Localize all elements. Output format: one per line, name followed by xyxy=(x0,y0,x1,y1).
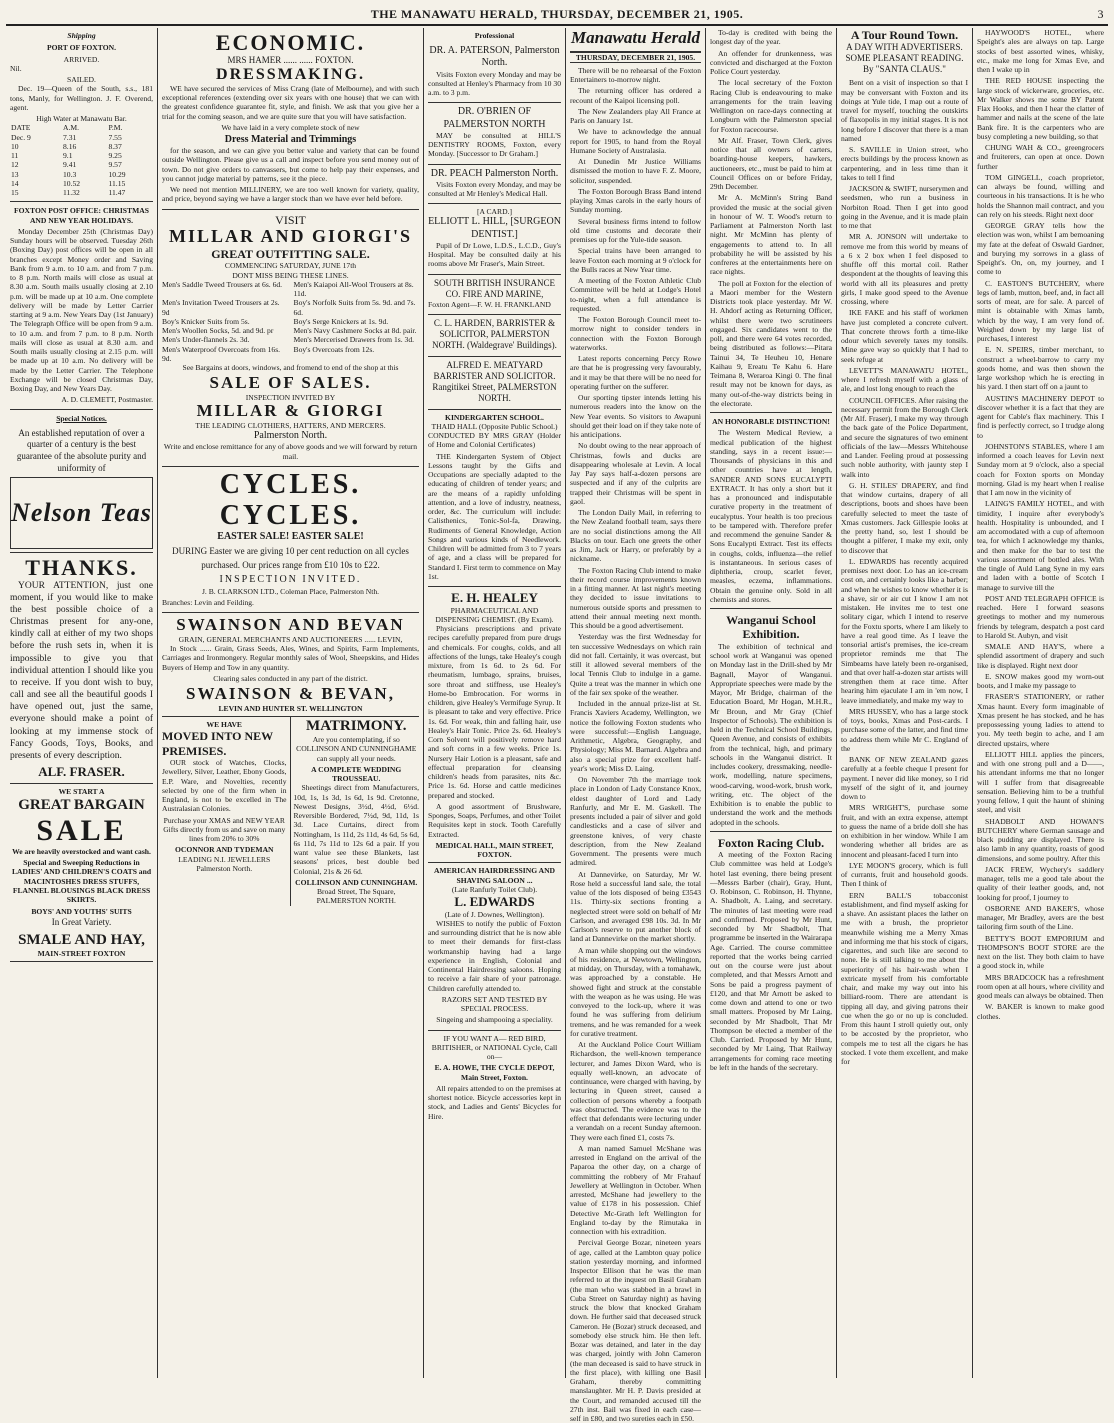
column-5 xyxy=(706,28,837,1378)
sale-lines xyxy=(162,280,419,363)
easter-sale-line: EASTER SALE! EASTER SALE! xyxy=(217,531,364,543)
table-cell: 13 xyxy=(11,169,19,179)
jeweller-sub: LEADING N.I. JEWELLERS xyxy=(178,854,271,864)
tour-paragraph: G. H. STILES' DRAPERY, and find that window curtains, drapery of all descriptions, boots and shoes have been carefully selected to meet the taste of Xmas customers. Jack Gillespie looks at the pretty hand, so, lest I should be thought a pilferer, I make my exit, only to discover that xyxy=(841,480,968,555)
razors-line: RAZORS SET AND TESTED BY SPECIAL PROCESS. xyxy=(441,994,548,1014)
post-office-heading: FOXTON POST OFFICE: CHRISTMAS AND NEW YEAR HOLIDAYS. xyxy=(14,206,149,225)
news-paragraph: Mr A. McMinn's String Band provided the music at the social given in honour of W. T. Wood's return to Parliament at Palmerston North last night. Mr McMinn has plenty of engagements to attend to. In all probability he will be assisted by his confreres at the entertainments here on race nights. xyxy=(710,193,832,277)
table-row xyxy=(10,170,153,179)
harden-text: C. L. HARDEN, BARRISTER & SOLICITOR, PALMERSTON NORTH. (Waldegrave' Buildings). xyxy=(432,317,557,350)
issue-date: THURSDAY, DECEMBER 21, 1905. xyxy=(570,53,701,63)
smale-hay-heading: SMALE AND HAY, xyxy=(18,931,145,948)
elliott-name: ELLIOTT L. HILL, [SURGEON DENTIST.] xyxy=(428,216,561,240)
racing-club-text: A meeting of the Foxton Racing Club committee was held at Lodge's hotel last evening, there being present—Messrs Barber (chair), Gray, Hunt, O. Robinson, C. Robinson, H. Thynne, A. Shadbolt, A. Laing, and secretary. The minutes of last meeting were read and confirmed. Proposed by Mr Hunt, seconded by Mr Shadbolt, That programme be inserted in the Wairarapa Age. Carried. The course committee reported that the works being carried out on the course were just about completed, and that Messrs Arnott and Sons be paid a progress payment of £120, and that Mr Arnott be asked to come down and attend to one or two small matters. Proposed by Mr Laing, seconded by Mr Shadbolt, That Mr Thompson be elected a member of the Club. Carried. Proposed by Mr Hunt, seconded by Mr Laing, That Railway arrangements for coming race meeting be left in the hands of the secretary. xyxy=(710,850,832,1072)
tour-paragraph: L. EDWARDS has recently acquired premises next door. Lo has an ice-cream cost on, and certainly looks like a barber; and when he wishes to know whether it is a shave, sir or air cut I know I am not mistaken. He invites me to test one solitary cigar, which I intend to reserve for the Foxtu sports, where I am likely to have a real good time. As I leave the tonsorial artist's premises, the ice-cream proprietor reminds me that The Simbeams have lately been re-organised, and that over half-a-dozen star artists will strengthen them at race time. After hearing him ejaculate I am in 'em now, I leave immediately, and make my way to xyxy=(841,556,968,705)
list-item: Boy's Knicker Suits from 5s. xyxy=(162,316,250,326)
clarkson-line: J. B. CLARKSON LTD., Coleman Place, Palmerston Nth. xyxy=(201,586,380,596)
list-item: Men's Waterproof Overcoats from 16s. 9d. xyxy=(162,344,281,363)
kindergarten-heading: KINDERGARTEN SCHOOL. xyxy=(445,412,544,422)
paterson-name: DR. A. PATERSON, Palmerston North. xyxy=(429,45,560,69)
bargain-sale-ad xyxy=(10,784,153,962)
news-paragraph: We have to acknowledge the annual report for 1905, to hand from the Royal Humane Society of Australasia. xyxy=(570,127,701,155)
millar-giorgi-heading: MILLAR AND GIORGI'S xyxy=(168,226,413,247)
tide-table xyxy=(10,123,153,197)
tour-paragraph: JACKSON & SWIFT, nurserymen and seedsmen, who run a business in Norbiton Road. Then I get into good going in the Avenue, and it is made plain to me that xyxy=(841,184,968,231)
table-header: P.M. xyxy=(108,123,123,133)
news-paragraph: At Dannevirke, on Saturday, Mr W. Rose held a successful land sale, the total value of the lots disposed of being £3543 11s. Thirty-six sections fronting a neglected street were sold on behalf of Mr Carlson, and averaged £98 10s. 3d. In Mr Carlson's reserve to put another block of land at Dannevirke on the market shortly. xyxy=(570,869,701,944)
thanks-heading: THANKS. xyxy=(25,554,138,580)
cycles-heading: CYCLES. CYCLES. xyxy=(219,468,362,531)
list-item: Men's Kaiapoi All-Wool Trousers at 8s. 11d. xyxy=(293,279,414,299)
news-paragraph: The returning officer has ordered a recount of the Kaipoi licensing poll. xyxy=(570,86,701,105)
tour-paragraph: POST AND TELEGRAPH OFFICE is reached. Here I forward seasons greetings to mother and my numerous friends by telegram, despatch a post card to Harold St. Aubyn, and visit xyxy=(977,593,1104,640)
news-paragraph: Our sporting tipster intends letting his numerous readers into the know on the New Year events. So visitors to Awapuni should get their load on if they take note of his anticipations. xyxy=(570,393,701,440)
paterson-text: Visits Foxton every Monday and may be consulted at Henley's Pharmacy from 10 30 a.m. to 3 p.m. xyxy=(428,69,561,98)
card-label: [A CARD.] xyxy=(476,207,513,217)
thanks-text: YOUR ATTENTION, just one moment, if you would like to make the best possible choice of a Christmas present for any-one, kindly call at either of my two shops before the rush sets in, when it is impossible to give you that individual attention I should like you to receive. If you dont wish to buy, call and see all the beautiful goods I have opened out, just the same, everyone should make a point of looking at my immense stock of Fancy Goods, Toys, Books, and presents of every description. xyxy=(10,580,153,761)
tour-sub-2: SOME PLEASANT READING. xyxy=(845,53,964,64)
columns xyxy=(6,28,1108,1423)
news-paragraph: The Foxton Borough Council meet to-morrow night to consider tenders in connection with the Foxton Borough waterworks. xyxy=(570,315,701,352)
millar-giorgi-ad xyxy=(162,210,419,467)
nelson-teas-ad xyxy=(10,425,153,553)
dressmaking-heading: DRESSMAKING. xyxy=(216,66,365,84)
tour-paragraph: IKE FAKE and his staff of workmen have just completed a concrete culvert. That concrete throws forth a time-like odour which severely taxes my tonsils. Mine gave way so quickly that I had to seek refuge at xyxy=(841,308,968,364)
elliott-hill-ad xyxy=(428,204,561,274)
meatyard-ad xyxy=(428,357,561,410)
tour-paragraph: E. N. SPEIRS, timber merchant, to construct a wheel-barrow to carry my goods home, and was then shown the large workshop which he is erecting in his yard. I then start off on a jaunt to xyxy=(977,345,1104,392)
tour-paragraph: W. BAKER is known to make good clothes. xyxy=(977,1002,1104,1021)
column-6 xyxy=(837,28,973,1378)
matrimony-firm: COLLINSON AND CUNNINGHAM. xyxy=(295,877,418,887)
jeweller-ad xyxy=(162,717,291,906)
port-heading: PORT OF FOXTON. xyxy=(47,43,116,53)
dress-material-heading: Dress Material and Trimmings xyxy=(224,134,357,145)
list-item: Boy's Norfolk Suits from 5s. 9d. and 7s. 6d. xyxy=(293,298,416,317)
table-header: DATE xyxy=(11,123,31,133)
column-2 xyxy=(158,28,424,1378)
harden-ad xyxy=(428,315,561,357)
table-cell: 7.31 xyxy=(63,132,77,142)
news-paragraph: The Foxton Racing Club intend to make their record course improvements known in a fitting manner. At last night's meeting they decided to issue invitations to numerous outside sports and pressmen to attend their annual meeting next month. This should be a good advertisement. xyxy=(570,565,701,631)
tour-paragraph: JACK FREW, Wychery's saddlery manager, tells me a good tale about the quality of their leather goods, and, not looking for proof, I journey to xyxy=(977,864,1104,902)
table-cell: 8.16 xyxy=(63,141,77,151)
news-paragraph: There will be no rehearsal of the Foxton Entertainers to-morrow night. xyxy=(570,65,701,85)
economic-ad xyxy=(162,28,419,210)
news-paragraph: On November 7th the marriage took place in London of Lady Constance Knox, eldest daughter of Lord and Lady Ranfurly, and Mr E. M. Gaskell. The presents included a pair of silver and gold candlesticks and a case of silver and greenstone knives, of very chaste description, from the New Zealand Government. The presents were much admired. xyxy=(570,775,701,868)
thanks-signature: ALF. FRASER. xyxy=(38,764,125,780)
jeweller-town: Palmerston North. xyxy=(196,863,253,873)
table-row xyxy=(10,142,153,151)
news-paragraph: The Foxton Borough Brass Band intend playing Xmas carols in the early hours of Sunday morning. xyxy=(570,186,701,215)
tour-paragraph: MRS WRIGHT'S, purchase some fruit, and with an extra expense, attempt to guess the name of a bride doll she has on exhibition in her window. While I am wondering whether all brides are as innocent and pleasant-faced I turn into xyxy=(841,803,968,859)
medical-hall: MEDICAL HALL, MAIN STREET, FOXTON. xyxy=(435,840,554,860)
inspection-invited: INSPECTION INVITED. xyxy=(219,574,362,586)
column-7 xyxy=(973,28,1108,1378)
swainson-address: LEVIN AND HUNTER ST. WELLINGTON xyxy=(218,703,363,713)
nelson-teas-logo: Nelson Teas xyxy=(10,477,153,549)
tour-paragraph: HAYWOOD'S HOTEL, where Speight's ales are always on tap. Large stocks of best assorted wines, whisky, etc., make me long for Xmas Eve, and then I wake up in xyxy=(977,28,1104,74)
table-cell: 15 xyxy=(11,188,19,197)
sailed-text: Dec. 19—Queen of the South, s.s., 181 tons, Manly, for Wellington. J. F. Overend, agent. xyxy=(10,84,153,112)
table-row xyxy=(10,123,153,132)
hairdressing-heading: AMERICAN HAIRDRESSING AND SHAVING SALOON ... xyxy=(433,866,556,885)
table-row xyxy=(10,179,153,188)
divider xyxy=(10,409,153,410)
tour-paragraph: COUNCIL OFFICES. After raising the necessary permit from the Borough Clerk (Mr Alf. Fraser), I make my way through the back gate of the Police Department, and secure the signatures of two eminent officials of the law—Messrs Whitehouse and Lander. Feeling proud at possessing such noble authority, with jaunty step I walk into xyxy=(841,395,968,479)
tour-paragraph: Bent on a visit of inspection so that I may be conversant with Foxton and its doings at Yule tide, I map out a route of travel for myself, touching the outskirts of flaxopolis in my initial stages. It is not long before I discover that there is a man named xyxy=(841,78,968,143)
matrimony-heading: MATRIMONY. xyxy=(306,718,407,734)
news-paragraph: A man named Samuel McShane was arrested in England on the arrival of the Paparoa the other day, on a charge of committing the robbery of Mr Frahauf Jewellery at Wellington in October. When arrested, McShane had jewellery to the value of £178 in his possession. Chief Detective Mc-Grath left Wellington for England to-day by the Rimutaka in connection with his extradition. xyxy=(570,1143,701,1237)
dressmaking-text-4: We need not mention MILLINERY, we are too well known for variety, quality, and price, beyond saying we have a larger stock than we have ever held before. xyxy=(162,185,419,204)
table-cell: 10.52 xyxy=(63,178,81,188)
tour-paragraph: E. SNOW makes good my worn-out boots, and I make my passage to xyxy=(977,671,1104,690)
table-cell: 12 xyxy=(11,160,19,170)
list-item: Men's Navy Cashmere Socks at 8d. pair. xyxy=(293,326,417,336)
table-cell: 11.47 xyxy=(108,188,126,197)
healey-text: Physicians prescriptions and private recipes carefully prepared from pure drugs and chemicals. For coughs, colds, and all affections of the lungs, take Healey's cough mixture, from 1s 6d. to 2s 6d. For rheumatism, lumbago, sprains, bruises, sore throat and stiffness, use Healey's Home-bo Embrocation. For worms in children, give Healey's Vermifuge Syrup. It is pleasant to take and very effective. Price 1s. 6d. For weak, thin and falling hair, use Healey's Hair Tonic. Price 2s. 6d. Healey's Corn Solvent will positively remove hard and soft corns in a few weeks. Price 1s. Nursery Hair Lotion is a pleasant, safe and effectual preparation for cleansing children's heads from parasites, nits &c. Price 1s. 6d. Horse and cattle medicines prepared and stocked. xyxy=(428,624,561,800)
news-paragraph: The New Zealanders play All France at Paris on January 1st. xyxy=(570,106,701,126)
tour-paragraph: BETTY'S BOOT EMPORIUM and THOMPSON'S BOOT STORE are the next on the list. They both claim to have a good stock in, while xyxy=(977,933,1104,971)
smale-hay-address: MAIN-STREET FOXTON xyxy=(37,948,126,958)
bargain-heading-3: SALE xyxy=(36,813,127,847)
table-cell: Dec. 9 xyxy=(11,132,31,142)
post-office-signature: A. D. CLEMETT, Postmaster. xyxy=(61,395,153,405)
table-cell: 14 xyxy=(11,178,19,188)
news-paragraph: A man while shopping out the windows of his residence, at Newtown, Wellington, at midday, on Thursday, with a tomahawk, was approached by a constable. He showed fight and struck at the constable with the weapon as he was using. He was conveyed to the lock-up, where it was found he was suffering from delirium tremens, and he was remanded for a week for curative treatment. xyxy=(570,945,701,1038)
tour-byline: By "SANTA CLAUS." xyxy=(863,64,946,75)
insurance-ad xyxy=(428,275,561,315)
howe-cycle-ad xyxy=(428,1031,561,1126)
list-item: Men's Woollen Socks, 5d. and 9d. pr xyxy=(162,326,274,336)
paterson-ad xyxy=(428,42,561,103)
tour-paragraph: LAING'S FAMILY HOTEL, and with timidity, I inquire after everybody's health. Hospitality is unbounded, and I am accomodated with a cup of afternoon tea, for which I acknowledge my thanks, and then make for the bar to test the various assortment of bottled ales. With the tingle of Auld Lang Syne in my ears and laden with a bottle of Scotch I manage to survive till the xyxy=(977,499,1104,592)
insurance-agent: Foxton Agent—F. W. H. FRANKLAND xyxy=(428,299,551,309)
wanganui-text: The exhibition of technical and school work at Wanganui was opened on Monday last in the Drill-shed by Mr Bagnall, Mayor of Wanganui. Appropriate speeches were made by the Mayor, Mr Bridge, chairman of the Education Board, Mr Hogan, M.H.R., Mr Broun, and Mr Gray (Chief Inspector of Schools). The exhibition is held in the Technical School Buildings, Queen Avenue, and consists of exhibits from the technical, high, and primary schools in the Wanganui district. It includes cookery, dressmaking, needle-work, modelling, nature specimens, wood-carving, wood-work, brush work, writing, etc. The object of the Exhibition is to enable the public to understand the work and the methods adopted in the schools. xyxy=(710,641,832,827)
post-office-text: Monday December 25th (Christmas Day) Sunday hours will be observed. Tuesday 26th (Boxing Day) post offices will be open in all branches except Money order and Saving Bank from 9 a.m. to 10 a.m. and from 7 p.m. to 8 p.m. North mails will close as usual at 8.30 a.m. South mails usually closing at 2.10 p.m. will be made up at 10 a.m. One complete delivery will be made by Letter Carrier starting at 9 a.m. New Years Day (1st January) The Telegraph Office will be open from 9 a.m. to 10 a.m. and from 7 p.m. to 8 p.m. North mails will close as usual at 8.30 a.m. and South mails usually closing at 2.15 p.m. will be made up at 10 a.m. No delivery will be made by the Letter Carrier. The Telephone Exchange will be closed Christmas Day, Boxing Day, and New Years Day. xyxy=(10,226,153,393)
news-paragraph: At the Auckland Police Court William Richardson, the well-known temperance lecturer, and James Dixon Ward, who is equally well-known, an advocate of continuance, were charged with having, by lecturing in Queen street, caused a collection of persons whereby a footpath was obstructed. The evidence was to the effect that defendants were lecturing under a verandah on a recent Sunday afternoon. They were each fined £1, costs 7s. xyxy=(570,1040,701,1142)
list-item: Men's Mercerised Drawers from 1s. 3d. xyxy=(293,335,415,345)
cycle-heading: IF YOU WANT A— RED BIRD, BRITISHER, or NATIONAL Cycle, Call on— xyxy=(431,1033,558,1062)
tour-paragraph: BANK OF NEW ZEALAND gazes carefully at a feeble cheque I present for payment. I never did like money, so I rid myself of the sight of it, and journey down to xyxy=(841,755,968,802)
tour-paragraph: GEORGE GRAY tells how the election was won, whilst I am bemoaning my fate at the defeat of Oswald Gardner, and burying my sorrows in a glass of Speight's. On, on, my journey, and I come to xyxy=(977,221,1104,277)
edwards-name: L. EDWARDS xyxy=(454,894,535,910)
tour-paragraph: AUSTIN'S MACHINERY DEPOT to discover whether it is a fact that they are agent for Cable's flax machinery. This I find is perfectly correct, so I trudge along to xyxy=(977,393,1104,440)
swainson-heading-2: SWAINSON & BEVAN, xyxy=(186,684,395,704)
arrived-heading: ARRIVED. xyxy=(63,54,100,64)
hairdressing-ad xyxy=(428,863,561,1030)
tour-paragraph: C. EASTON'S BUTCHERY, where legs of lamb, mutton, beef, and, in fact all sorts of meat, are for sale. A parcel of mint is obtainable with Xmas lamb, which by the way, I am very fond of. Weighed down by my large list of purchases, I interest xyxy=(977,278,1104,343)
peach-name: DR. PEACH Palmerston North. xyxy=(430,167,559,179)
page-masthead xyxy=(6,4,1108,26)
lower-ads-row xyxy=(162,717,419,906)
tour-paragraph: ELLIOTT HILL applies the pincers, and with one strong pull and a D——, his attendant informs me that no longer will I suffer from that disagreeable sensation. Believing him to be a truthful young fellow, I quit the haunt of shining steel, and visit xyxy=(977,749,1104,815)
arrived-text: Nil. xyxy=(10,63,22,73)
news-paragraph: A meeting of the Foxton Athletic Club Committee will be held at Lodge's Hotel to-night, when a full attendance is requested. xyxy=(570,276,701,313)
swainson-stock: In Stock ...... Grain, Grass Seeds, Ales, Wines, and Spirits, Farm Implements, Carriages and Ironmongery. Regular monthly sales of Wool, Sheepskins, and Hides Buyers of Hemp and Tow in any quantity. xyxy=(162,644,419,672)
news-paragraph: The poll at Foxton for the election of a Maori member for the Western Districts took place yesterday. Mr W. H. Ahdorf acting as Returning Officer, whilst there were two scrutineers engaged. Six candidates went to the poll, and there were 64 votes recorded, being distributed as follows:—Pitara Tainui 34, Te Heuheu 10, Henare Kaihau 9, Ereatu Te Kahu 6. Hare Teimana 8, Weraroa Kingi 0. The final result may not be known for days, as many out-of-the-way districts being in the electorate. xyxy=(710,278,832,408)
inspection-invited-by: INSPECTION INVITED BY xyxy=(245,393,336,402)
news-paragraph: Special trains have been arranged to leave Foxton each morning at 9 o'clock for the Bulls races at New Year time. xyxy=(570,246,701,274)
shipping-heading: Shipping xyxy=(67,31,96,40)
tour-paragraph: CHUNG WAH & CO., greengrocers and fruiterers, can open at once. Down further xyxy=(977,143,1104,171)
matrimony-intro: Are you contemplating, if so COLLINSON AND CUNNINGHAME can supply all your needs. xyxy=(296,735,417,763)
table-cell: 9.57 xyxy=(108,160,122,170)
obrien-name: DR. O'BRIEN OF PALMERSTON NORTH xyxy=(443,106,546,130)
news-paragraph: Several business firms intend to follow old time customs and decorate their premises up for the Yule-tide season. xyxy=(570,216,701,245)
masthead-title: THE MANAWATU HERALD, THURSDAY, DECEMBER 21, 1905. xyxy=(370,6,744,21)
insurance-heading: SOUTH BRITISH INSURANCE CO. FIRE AND MARINE, xyxy=(433,277,555,299)
table-row xyxy=(10,188,153,197)
table-header: A.M. xyxy=(63,123,80,133)
news-paragraph: Mr Alf. Fraser, Town Clerk, gives notice that all owners of carters, boarding-house keepers, hawkers, auctioneers, etc., must be paid to him at Council Offices on or before Friday, 29th December. xyxy=(710,135,832,191)
divider xyxy=(710,412,832,413)
tour-paragraph: S. SAVILLE in Union street, who erects buildings by the process known as carpentering, and in less time than it takes to tell I find xyxy=(841,145,968,182)
table-cell: 11.15 xyxy=(108,178,126,188)
boys-suits-sub: In Great Variety. xyxy=(51,916,112,927)
tour-paragraph: MRS BRADCOCK has a refreshment room open at all hours, where civility and good meals can always be obtained. Then xyxy=(977,972,1104,1000)
honorable-distinction-heading: AN HONORABLE DISTINCTION! xyxy=(712,417,830,426)
tide-heading: High Water at Manawatu Bar. xyxy=(36,114,127,123)
millar-giorgi-sub: THE LEADING CLOTHIERS, HATTERS, AND MERCERS. xyxy=(195,420,386,430)
tour-paragraph: THE RED HOUSE inspecting the large stock of wickerware, groceries, etc. Mr Walker shows me some BY Patent Flax Hooks, and then I hear the clatter of hammer and nails at the scene of the late Bank fire. It is the carpenters who are busy completing a new building, so that xyxy=(977,76,1104,141)
table-row xyxy=(10,133,153,142)
tour-paragraph: JOHNSTON'S STABLES, where I am informed a coach leaves for Levin next Sunday morn at 9 o'clock, also a special coach for Foxton sports on Monday morning. Glad is my heart when I realise that I am now in the vicinity of xyxy=(977,441,1104,497)
table-cell: 7.55 xyxy=(108,132,122,142)
healey-text-2: A good assortment of Brushware, Sponges, Soaps, Perfumes, and other Toilet Requisites kept in stock. Tooth Carefully Extracted. xyxy=(428,801,561,839)
jeweller-firm: OCONNOR AND TYDEMAN xyxy=(174,845,274,855)
boys-suits-heading: BOYS' AND YOUTHS' SUITS xyxy=(31,907,132,917)
news-paragraph: Percival George Bozar, nineteen years of age, called at the Lambton quay police station yesterday morning, and informed Inspector Ellison that he was the man referred to at the inquest on Basil Graham (the man who was stabbed in a brawl in Cuba Street on Saturday night) as having struck the blow that knocked Graham down. He further said that deceased struck Cameron. He (Bozar) struck deceased, and somebody else struck him. He then left. Bozar was detained, and later in the day was charged, jointly with John Cameron (the man deceased is said to have struck in the first place), with killing one Basil Graham, thereby committing manslaughter. Mr H. P. Davis presided at the Court, and remanded accused till the 27th inst. Bail was fixed in each case—self in £80, and two sureties each in £50. xyxy=(570,1238,701,1423)
see-bargains-line: See Bargains at doors, windows, and fromend to end of the shop at this xyxy=(182,363,399,373)
easter-text: DURING Easter we are giving 10 per cent reduction on all cycles purchased. Our prices range from £10 10s to £22. xyxy=(172,545,409,571)
bargain-list: Special and Sweeping Reductions in LADIES' AND CHILDREN'S COATS and MACINTOSHES DRESS STUFFS, FLANNEL BLOUSINGS BLACK DRESS SKIRTS. xyxy=(11,858,152,905)
table-cell: 10.3 xyxy=(63,169,77,179)
tour-paragraph: MR A. JONSON will undertake to remove me from this world by means of a 6 x 2 box when I feel disposed to shuffle off this mortal coil. Rather despondent at the thoughts of leaving this world with all its pleasures and pretty girls, I make good speed to the Avenue crossing, where xyxy=(841,232,968,307)
cycles-ad xyxy=(162,467,419,613)
howe-name: E. A. HOWE, THE CYCLE DEPOT, Main Street, Foxton. xyxy=(434,1063,555,1082)
commencing-line: COMMENCING SATURDAY, JUNE 17th xyxy=(224,261,357,271)
swainson-heading: SWAINSON AND BEVAN xyxy=(176,615,405,635)
sale-of-sales-heading: SALE OF SALES. xyxy=(209,373,372,393)
list-item: Men's Invitation Tweed Trousers at 2s. 9d xyxy=(162,298,280,317)
racing-club-heading: Foxton Racing Club. xyxy=(717,835,825,850)
peach-ad xyxy=(428,165,561,205)
news-paragraph: An offender for drunkenness, was convicted and discharged at the Foxton Police Court yesterday. xyxy=(710,48,832,76)
wanganui-heading: Wanganui School Exhibition. xyxy=(726,613,816,642)
bargain-heading-1: WE START A xyxy=(58,786,105,796)
matrimony-text: Sheetings direct from Manufacturers, 10d, 1s, 1s 3d, 1s 6d, 1s 9d. Cretonne, Newest Designs, 3½d, 4½d, 6½d. Reversible Bordered, 7½d, 9d, 11d, 1s 3d. Lace Curtains, direct from Nottingham, 1s 11d, 2s 11d, 4s 6d, 5s 6d, 6s 11d, 7s 11d to 12s 6d a pair. If you want value see these Blankets, last seasons' prices, best double bed Colonial, 21s & 26 6d. xyxy=(293,783,419,876)
tour-sub-1: A DAY WITH ADVERTISERS. xyxy=(846,42,963,53)
herald-nameplate: Manawatu Herald xyxy=(570,28,701,53)
column-1 xyxy=(6,28,158,1378)
healey-heading: E. H. HEALEY xyxy=(451,590,538,606)
obrien-ad xyxy=(428,103,561,164)
visit-heading: VISIT xyxy=(275,212,306,227)
dont-miss-line: DONT MISS BEING THESE LINES. xyxy=(232,270,349,280)
millar-giorgi-heading-2: MILLAR & GIORGI xyxy=(196,401,385,421)
news-paragraph: Yesterday was the first Wednesday for ten successive Wednesdays on which rain did not fall. Certainly, it was overcast, but still it allowed several members of the local Tennis Club to indulge in a game. Quite a treat was the manner in which one of the fair sex spoke of the weather. xyxy=(570,632,701,697)
list-item: Men's Under-flannels 2s. 3d. xyxy=(162,335,250,345)
millar-giorgi-town: Palmerston North. xyxy=(253,430,328,442)
column-4 xyxy=(566,28,706,1423)
table-cell: 9.1 xyxy=(63,151,73,160)
column-3 xyxy=(424,28,566,1378)
list-item: Boy's Serge Knickers at 1s. 9d. xyxy=(293,316,389,326)
professional-heading: Professional xyxy=(474,31,515,40)
table-cell: 8.37 xyxy=(108,141,122,151)
tour-paragraph: OSBORNE AND BAKER'S, whose manager, Mr Bradley, avers are the best tailoring firm south of the Line. xyxy=(977,903,1104,932)
page-number: 3 xyxy=(1097,6,1104,21)
economic-heading: ECONOMIC. xyxy=(215,30,366,55)
matrimony-sub: A COMPLETE WEDDING TROUSSEAU. xyxy=(311,764,402,783)
hamer-line: MRS HAMER ...... ...... FOXTON. xyxy=(227,55,354,66)
peach-text: Visits Foxton every Monday, and may be consulted at Mr Henley's Medical Hall. xyxy=(428,179,561,198)
hairdressing-late: (Late Ranfurly Toilet Club). xyxy=(451,884,538,894)
tour-paragraph: TOM GINGELL, coach proprietor, can always be found, willing and courteous in his transactions. It is he who holds the Shannon mail contract, and you can rely on his steeds. Right next door xyxy=(977,172,1104,219)
divider xyxy=(710,608,832,609)
we-have-heading: WE HAVE xyxy=(206,720,243,729)
meatyard-text: ALFRED E. MEATYARD BARRISTER AND SOLICITOR. Rangitikei Street, PALMERSTON NORTH. xyxy=(432,359,557,403)
news-paragraph: Latest reports concerning Percy Rowe are that he is progressing very favourably, and it may be that there will be no need for operating further on the sufferer. xyxy=(570,354,701,391)
moved-heading: MOVED INTO NEW PREMISES. xyxy=(162,729,273,758)
tour-paragraph: LYE MOON'S grocery, which is full of currants, fruit and household goods. Then I think of xyxy=(841,860,968,889)
elliott-text: Pupil of Dr Lowe, L.D.S., L.C.D., Guy's Hospital. May be consulted daily at his rooms above Mr Fraser's, Main Street. xyxy=(428,240,561,269)
table-row xyxy=(10,151,153,160)
obrien-text: MAY be consulted at HILL'S DENTISTRY ROOMS, Foxton, every Monday. [Successor to Dr Graham.] xyxy=(428,130,561,159)
kindergarten-place: THAID HALL (Opposite Public School.) xyxy=(431,421,558,431)
table-cell: 11 xyxy=(11,151,19,160)
table-cell: 10 xyxy=(11,141,19,151)
jeweller-xmas: Purchase your XMAS and NEW YEAR Gifts directly from us and save on many lines from 20% to 30% xyxy=(163,815,286,844)
tour-paragraph: FRASER'S STATIONERY, or rather Xmas haunt. Every form imaginable of Xmas present he has stocked, and he has prepossessing young ladies to attend to you. My teeth begin to ache, and I am directed upstairs, where xyxy=(977,692,1104,748)
tour-paragraph: ERN BALL'S tobacconist establishment, and find myself asking for a shave. An assistant places the lather on me with a brush, the proprietor meanwhile wishing me a Merry Xmas and informing me that his stock of cigars, cigarettes, and such like are second to none. He is still talking to me about the superiority of his hair-wash when I extricate myself from his comfortable chair, and make my way out into his billiard-room. There are attendant is tipping all day, and giving patrons their cue when the go or no up is concluded. From this haunt I stroll quietly out, only to be accosted by the proprietor, who compels me to test all the cigars he has stocked. I vote them excellent, and make for xyxy=(841,890,968,1067)
table-cell: 10.29 xyxy=(108,169,126,179)
kindergarten-by: CONDUCTED BY MRS GRAY (Holder of Home and Colonial Certificates) xyxy=(428,431,561,450)
outfitting-sale-heading: GREAT OUTFITTING SALE. xyxy=(211,246,370,261)
table-cell: 9.25 xyxy=(108,151,122,160)
matrimony-ad xyxy=(291,717,420,906)
honorable-distinction-text: The Western Medical Review, a medical publication of the highest standing, says in a recent issue:—Thousands of physicians in this and other countries have at length, SANDER AND SONS EUCALYPTI EXTRACT. It has only a short but it has a pronounced and indisputable curative property in the treatment of eucalyptus. Your health is too precious to be tampered with. Therefore prefer and recommend the genuine Sander & Sons Eucalypti Extract. Test its effects in coughs, colds, influenza—the relief is instantaneous. In serious cases of diphtheria, croup, scarlet fever, measles, eczema, inflammations. Obtain the genuine only. Sold in all chemists and stores. xyxy=(710,428,832,604)
swainson-clearing: Clearing sales conducted in any part of the district. xyxy=(213,673,368,683)
edwards-text: WISHES to notify the public of Foxton and surrounding district that he is now able to meet their demands for first-class workmanship having had a large experience in English, Colonial and Continental Hairdressing saloons. Hoping to receive a fair share of your patronage. Children carefully attended to. xyxy=(428,918,561,993)
tour-paragraph: MRS HUSSEY, who has a large stock of toys, books, Xmas and Post-cards. I purchase some of the latter, and find time to address them while Mr C. England of the xyxy=(841,706,968,753)
dressmaking-text: WE have secured the services of Miss Crang (late of Melbourne), and with such exceptional references (extending over six years with one house) that we can with the greatest confidence guarantee fit, style, and finish. We ask that you give her a trial for the coming season, and we are quite sure that you will have satisfaction. xyxy=(162,83,419,121)
dressmaking-text-2: We have laid in a very complete stock of new xyxy=(221,122,360,132)
news-paragraph: To-day is credited with being the longest day of the year. xyxy=(710,28,832,47)
healey-ad xyxy=(428,587,561,863)
swainson-bevan-ad xyxy=(162,613,419,717)
bargain-text: We are heavily overstocked and want cash. xyxy=(12,846,151,856)
kindergarten-text: THE Kindergarten System of Object Lessons taught by the Gifts and Occupations are specially adapted to the educating of children of tender years; and are the means of a rapidly unfolding attention, and a love of industry, neatness, order, &c. The curriculum will include: Calisthenics, Tonic-Sol-fa, Drawing, Rudiments of General Knowledge, Action Songs and various kinds of Needlework. Children will be admitted from 3 to 7 years of age, and a class will be prepared for Standard I. First term to commence on May 1st. xyxy=(428,451,561,581)
special-notices-heading: Special Notices. xyxy=(56,413,107,423)
jeweller-text: OUR stock of Watches, Clocks, Jewellery, Silver, Leather, Ebony Goods, E.P. Ware, and Novelties, recently selected by one of the firm when in England, is not to be excelled in The Australasian Colonies. xyxy=(162,758,287,814)
branches-line: Branches: Levin and Feilding. xyxy=(162,597,254,607)
healey-sub: PHARMACEUTICAL AND DISPENSING CHEMIST. (By Exam). xyxy=(435,605,554,624)
howe-text: All repairs attended to on the premises at shortest notice. Bicycle accessories kept in stock, and Ladies and Gents' Bicycles for Hire. xyxy=(428,1083,561,1121)
thanks-ad xyxy=(10,553,153,784)
table-cell: 11.32 xyxy=(63,188,80,197)
news-paragraph: The London Daily Mail, in referring to the New Zealand football team, says there are no social distinctions among the All Blacks on tour. Each one greets the other as Jim, Jack or Harry, or preferably by a nickname. xyxy=(570,508,701,564)
bargain-heading-2: GREAT BARGAIN xyxy=(18,796,145,813)
swainson-sub: GRAIN, GENERAL MERCHANTS AND AUCTIONEERS ...... LEVIN, xyxy=(178,634,403,644)
divider xyxy=(10,201,153,202)
news-paragraph: The local secretary of the Foxton Racing Club is endeavouring to make arrangements for the train leaving Wellington on race-days connecting at Longburn with the Palmerston special for Foxton racecourse. xyxy=(710,78,832,134)
singeing-line: Singeing and shampooing a speciality. xyxy=(436,1015,553,1025)
tour-paragraph: SHADBOLT AND HOWAN'S BUTCHERY where German sausage and black pudding are displayed. There is also lamb in any quantity, roasts of good dimensions, and some poultry. After this xyxy=(977,816,1104,863)
edwards-late: (Late of J. Downes, Wellington). xyxy=(444,909,545,919)
dressmaking-text-3: for the season, and we can give you better value and variety that can be found outside Wellington. Please give us a call and inspect before you send money out of town. Do not give orders to canvassers, but come to help pay their expenses, and you cannot judge material by patterns, see it the piece. xyxy=(162,146,419,183)
list-item: Boy's Overcoats from 12s. xyxy=(293,344,375,354)
news-paragraph: At Dunedin Mr Justice Williams dismissed the motion to have F. Z. Moore, solicitor, suspended. xyxy=(570,157,701,185)
nelson-intro: An established reputation of over a quarter of a century is the best guarantee of the absolute purity and uniformity of xyxy=(16,427,147,473)
millar-giorgi-remit: Write and enclose remittance for any of above goods and we will forward by return mail. xyxy=(163,442,418,461)
news-paragraph: Included in the annual prize-list at St. Francis Xaviers Academy, Wellington, we notice the following Foxton students who were successful:—English Language, Arithmetic, Algebra, Geography, and Physiology; Miss M. Barnard. Algebra and also a special prize for excellent half-year's work; Miss D. Laing. xyxy=(570,699,701,773)
matrimony-address: Broad Street, The Square, PALMERSTON NORTH. xyxy=(316,887,396,906)
news-paragraph: No doubt owing to the near approach of Christmas, fowls and ducks are disappearing wholesale at Levin. A local Jay Pay says half-a-dozen persons are suspected and if any of the culprits are trapped their Christmas will be spent in gaol. xyxy=(570,441,701,506)
table-row xyxy=(10,160,153,169)
sailed-heading: SAILED. xyxy=(67,75,96,84)
table-cell: 9.41 xyxy=(63,160,77,170)
tour-paragraph: LEVETT'S MANAWATU HOTEL, where I refresh myself with a glass of ale, and lost long enough to reach the xyxy=(841,365,968,394)
kindergarten-ad xyxy=(428,410,561,588)
tour-heading: A Tour Round Town. xyxy=(850,28,959,42)
tour-paragraph: SMALE AND HAY'S, where a splendid assortment of drapery and such like is displayed. Right next door xyxy=(977,642,1104,670)
divider xyxy=(710,831,832,832)
list-item: Men's Saddle Tweed Trousers at 6s. 6d. xyxy=(162,279,283,289)
